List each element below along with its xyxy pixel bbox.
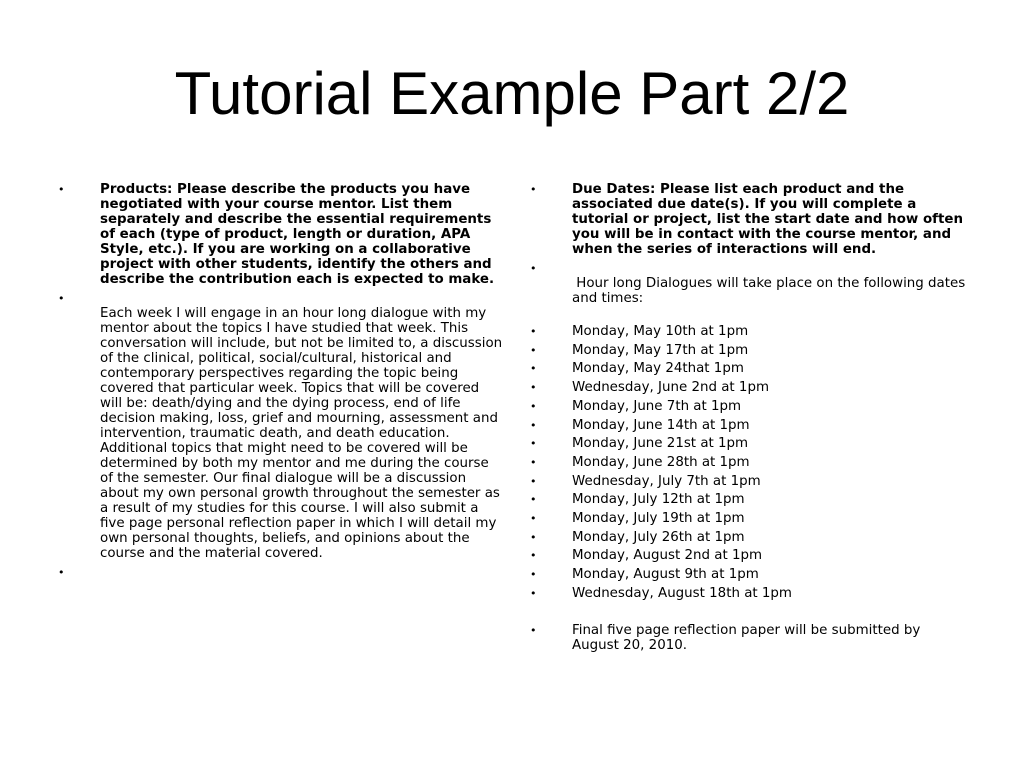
final-paper-text: Final five page reflection paper will be submitted by August 20, 2010. bbox=[572, 622, 921, 653]
bullet-icon: • bbox=[530, 512, 537, 526]
date-list-item bbox=[530, 417, 970, 436]
bullet-icon: • bbox=[530, 362, 537, 376]
date-list-item bbox=[530, 342, 970, 361]
date-text: Monday, June 28th at 1pm bbox=[572, 454, 750, 470]
date-list-item bbox=[530, 566, 970, 585]
date-text: Monday, May 17th at 1pm bbox=[572, 342, 749, 358]
bullet-icon: • bbox=[58, 183, 65, 196]
date-list-item bbox=[530, 491, 970, 510]
bullet-icon: • bbox=[530, 262, 537, 275]
bullet-icon: • bbox=[530, 325, 537, 338]
slide-title: Tutorial Example Part 2/2 bbox=[174, 60, 850, 127]
empty-bullet-item bbox=[58, 565, 503, 580]
dialogue-text: Each week I will engage in an hour long dialogue with my mentor about the topics I have studied that week. This conversation will include, but not be limited to, a discussion of the clinical, political, social/cultural, historical and contemporary perspectives regarding the topic being covered that particular week. Topics that will be covered will be: death/dying and the dying process, end of life decision making, loss, grief and mourning, assessment and intervention, traumatic death, and death education. Additional topics that might need to be covered will be determined by both my mentor and me during the course of the semester. Our final dialogue will be a discussion about my own personal growth throughout the semester as a result of my studies for this course. I will also submit a five page personal reflection paper in which I will detail my own personal thoughts, beliefs, and opinions about the course and the material covered. bbox=[100, 306, 503, 561]
bullet-icon: • bbox=[530, 399, 537, 413]
bullet-icon: • bbox=[530, 381, 537, 395]
date-list-item bbox=[530, 323, 970, 342]
date-text: Wednesday, July 7th at 1pm bbox=[572, 473, 761, 489]
dialogues-intro-text: Hour long Dialogues will take place on the following dates and times: bbox=[572, 276, 970, 306]
due-dates-bullet-item bbox=[530, 182, 970, 257]
bullet-icon: • bbox=[530, 418, 537, 432]
date-list-item bbox=[530, 454, 970, 473]
bullet-icon: • bbox=[530, 549, 537, 563]
date-text: Monday, May 24that 1pm bbox=[572, 361, 744, 377]
date-text: Monday, August 9th at 1pm bbox=[572, 567, 759, 583]
date-list-item bbox=[530, 585, 970, 604]
due-dates-text: Due Dates: Please list each product and the associated due date(s). If you will complete a tutorial or project, list the start date and how often you will be in contact with the course mentor, and when the series of interactions will end. bbox=[572, 182, 963, 257]
final-paper-bullet-item bbox=[530, 623, 970, 653]
left-column bbox=[58, 182, 503, 580]
date-text: Monday, August 2nd at 1pm bbox=[572, 548, 763, 564]
bullet-icon: • bbox=[530, 474, 537, 488]
date-list-item bbox=[530, 473, 970, 492]
date-list-item bbox=[530, 510, 970, 529]
date-text: Monday, July 12th at 1pm bbox=[572, 492, 745, 508]
bullet-icon: • bbox=[530, 493, 537, 507]
date-text: Monday, June 14th at 1pm bbox=[572, 417, 750, 433]
products-bullet-item bbox=[58, 182, 503, 287]
dialogues-intro-item bbox=[530, 276, 970, 306]
empty-bullet-item bbox=[530, 261, 970, 276]
products-text: Products: Please describe the products you have negotiated with your course mentor. List them separately and describe the essential requirements of each (type of product, length or duration, APA Style, etc.). If you are working on a collaborative project with other students, identify the others and describe the contribution each is expected to make. bbox=[100, 182, 495, 287]
date-text: Wednesday, August 18th at 1pm bbox=[572, 585, 792, 601]
bullet-icon: • bbox=[58, 292, 65, 305]
date-list-item bbox=[530, 547, 970, 566]
bullet-icon: • bbox=[530, 623, 537, 637]
bullet-icon: • bbox=[530, 343, 537, 357]
bullet-icon: • bbox=[530, 568, 537, 582]
date-list-item bbox=[530, 529, 970, 548]
date-list-item bbox=[530, 398, 970, 417]
date-text: Wednesday, June 2nd at 1pm bbox=[572, 380, 769, 396]
bullet-icon: • bbox=[530, 437, 537, 451]
date-text: Monday, June 21st at 1pm bbox=[572, 436, 749, 452]
bullet-icon: • bbox=[58, 566, 65, 579]
empty-bullet-item bbox=[58, 291, 503, 306]
date-list-item bbox=[530, 360, 970, 379]
dates-list bbox=[530, 323, 970, 604]
date-text: Monday, July 26th at 1pm bbox=[572, 529, 745, 545]
dialogue-paragraph-item bbox=[58, 306, 503, 561]
date-text: Monday, June 7th at 1pm bbox=[572, 398, 742, 414]
date-list-item bbox=[530, 435, 970, 454]
date-text: Monday, May 10th at 1pm bbox=[572, 324, 749, 339]
bullet-icon: • bbox=[530, 183, 537, 196]
bullet-icon: • bbox=[530, 586, 537, 600]
bullet-icon: • bbox=[530, 455, 537, 469]
date-list-item bbox=[530, 379, 970, 398]
right-column bbox=[530, 182, 970, 653]
date-text: Monday, July 19th at 1pm bbox=[572, 511, 745, 527]
bullet-icon: • bbox=[530, 530, 537, 544]
